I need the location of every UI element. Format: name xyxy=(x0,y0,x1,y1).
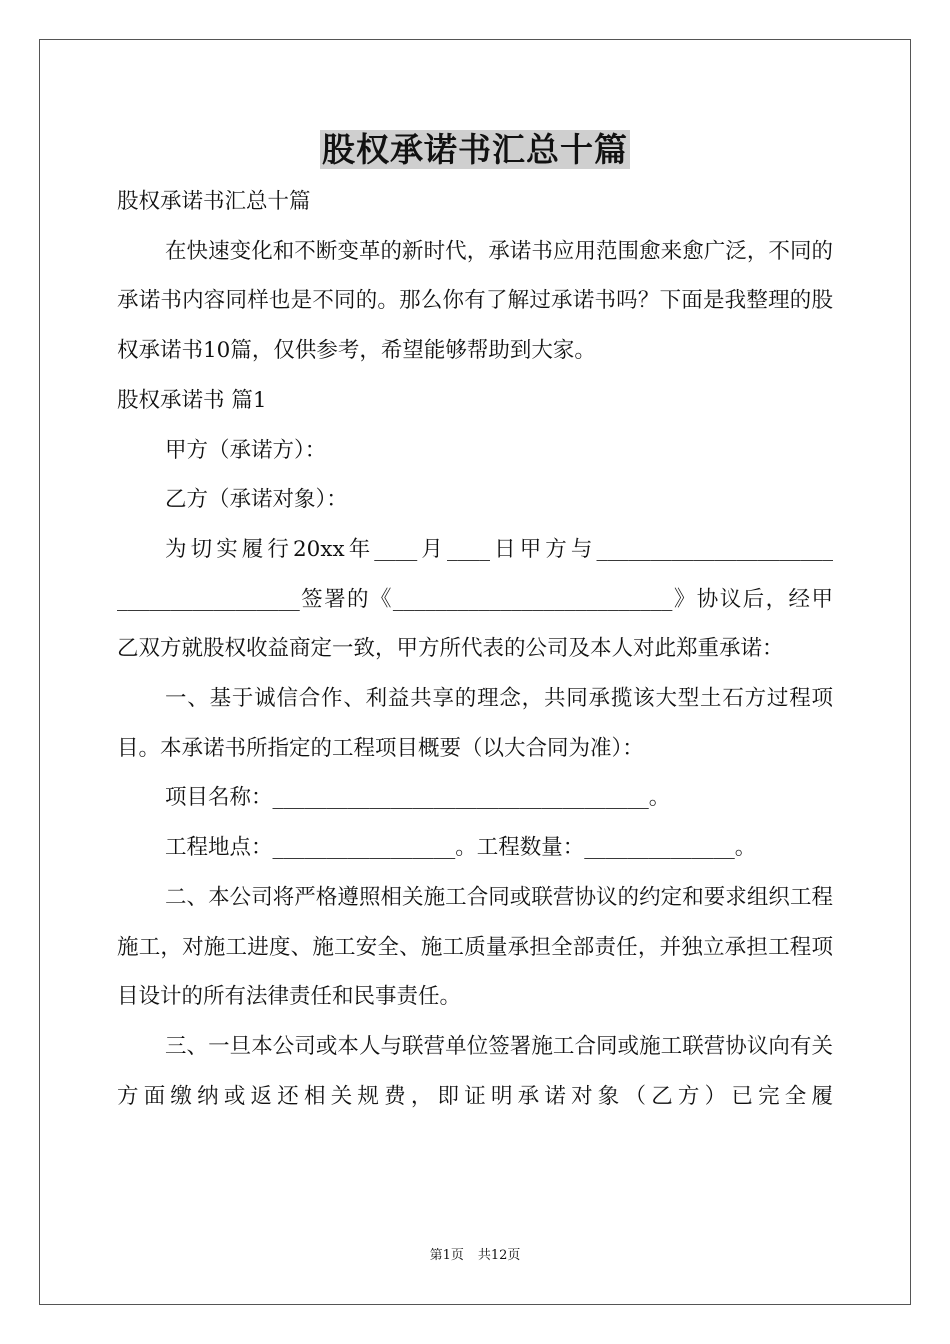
clause-one-paragraph: 一、基于诚信合作、利益共享的理念，共同承揽该大型土石方过程项目。本承诺书所指定的工程项目概要（以大合同为准）： xyxy=(117,686,833,761)
document-title xyxy=(0,128,950,172)
subtitle-paragraph: 股权承诺书汇总十篇 xyxy=(117,189,311,214)
agreement-date-line: 为切实履行20xx年____月____日甲方与______________________ xyxy=(165,536,833,562)
title-text: 股权承诺书汇总十篇 xyxy=(322,130,628,169)
project-location-line: 工程地点：_________________。工程数量：______________。 xyxy=(165,835,757,861)
section-heading: 股权承诺书 篇1 xyxy=(117,387,267,413)
clause-two-paragraph: 二、本公司将严格遵照相关施工合同或联营协议的约定和要求组织工程施工，对施工进度、施工安全、施工质量承担全部责任，并独立承担工程项目设计的所有法律责任和民事责任。 xyxy=(117,884,833,1010)
clause-three-paragraph: 三、一旦本公司或本人与联营单位签署施工合同或施工联营协议向有关方面缴纳或返还相关规费，即证明承诺对象（乙方）已完全履 xyxy=(117,1033,833,1109)
intro-paragraph: 在快速变化和不断变革的新时代，承诺书应用范围愈来愈广泛，不同的承诺书内容同样也是不同的。那么你有了解过承诺书吗？下面是我整理的股权承诺书10篇，仅供参考，希望能够帮助到大家。 xyxy=(117,238,833,364)
agreement-paragraph: _________________签署的《__________________________》协议后，经甲乙双方就股权收益商定一致，甲方所代表的公司及本人对此郑重承诺： xyxy=(117,586,833,662)
party-b-line: 乙方（承诺对象）： xyxy=(165,487,348,513)
party-a-line: 甲方（承诺方）： xyxy=(165,437,327,463)
page-number: 第1页 xyxy=(429,1248,464,1263)
page-total: 共12页 xyxy=(477,1248,521,1263)
document-body xyxy=(117,177,833,1121)
page-footer xyxy=(0,1246,950,1266)
project-name-line: 项目名称：___________________________________。 xyxy=(165,785,671,811)
